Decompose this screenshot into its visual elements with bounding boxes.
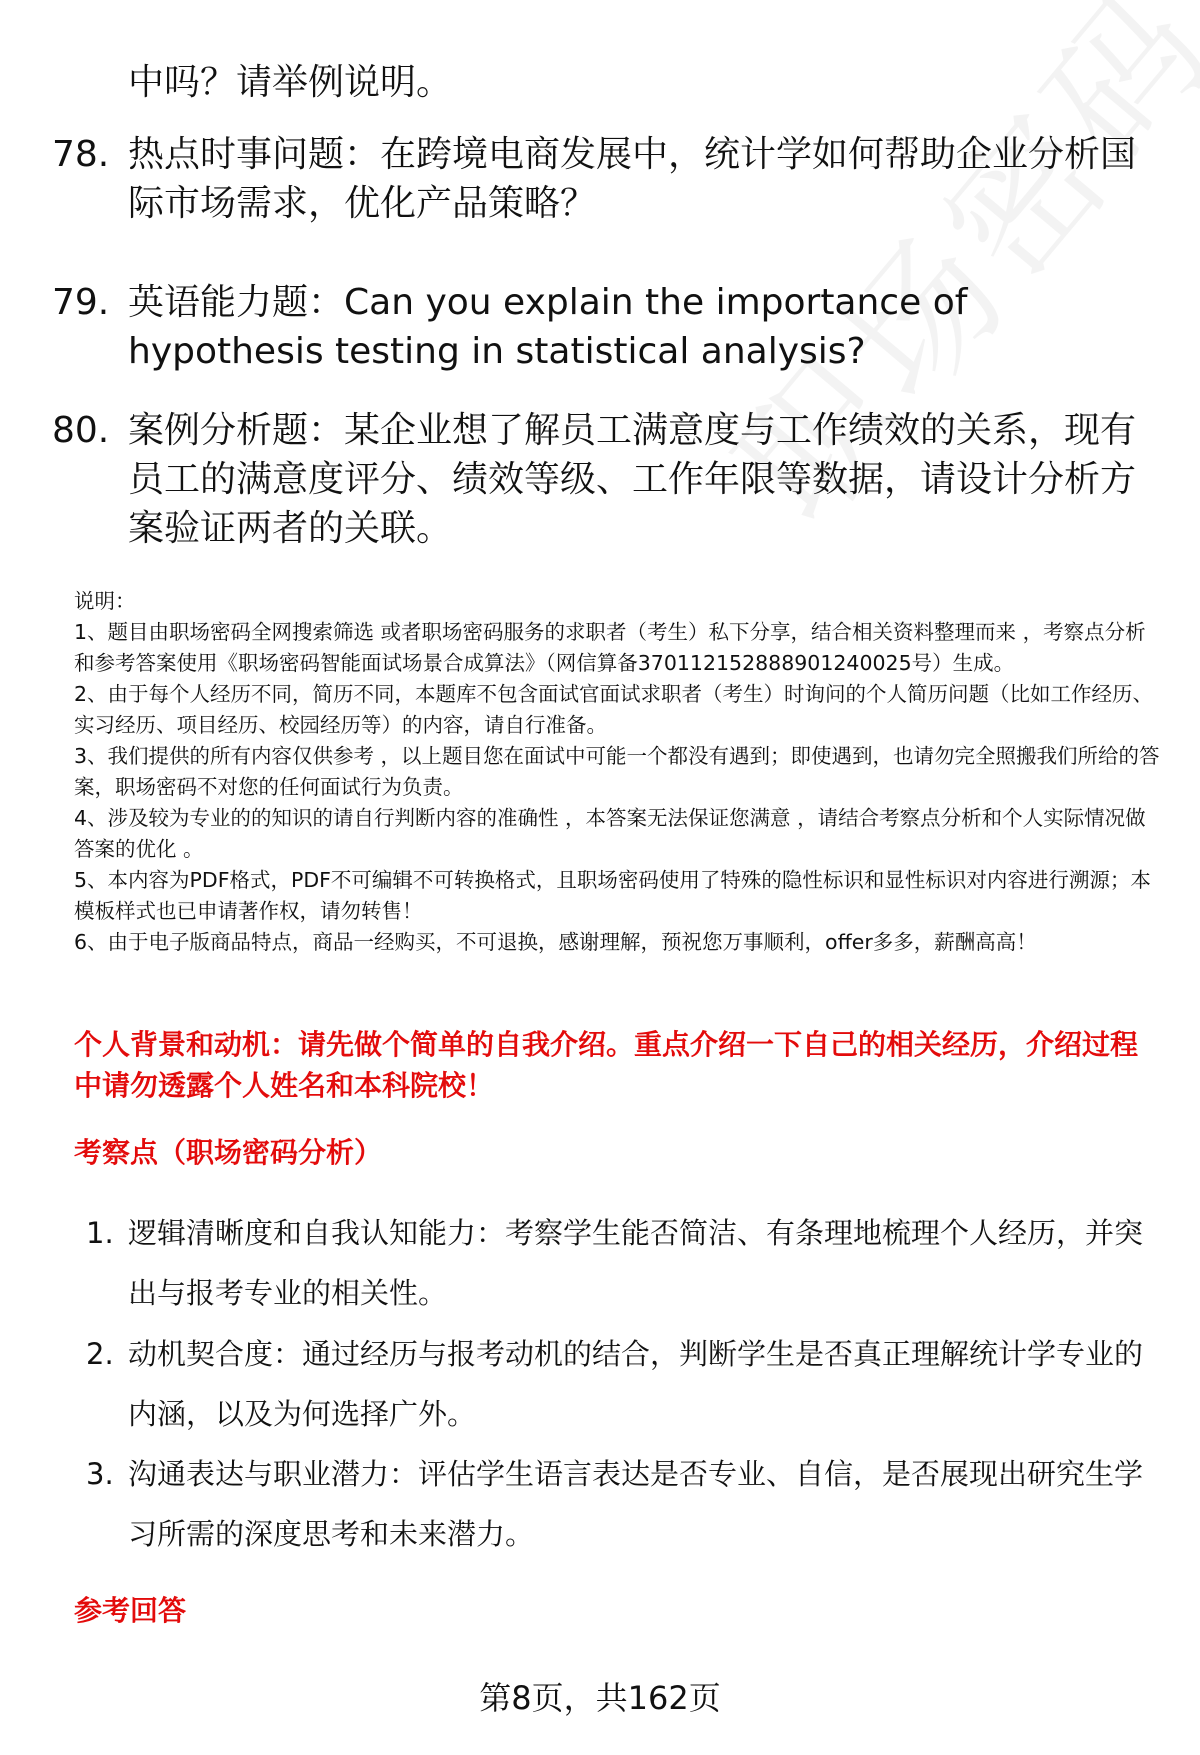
page-footer: 第8页，共162页 [479, 1679, 721, 1717]
question-79 [52, 278, 1152, 376]
question-text: 英语能力题：Can you explain the importance of hypothesis testing in statistical analysis? [128, 282, 968, 372]
question-number: 80. [52, 410, 110, 451]
question-text: 案例分析题：某企业想了解员工满意度与工作绩效的关系，现有员工的满意度评分、绩效等级、工作年限等数据，请设计分析方案验证两者的关联。 [128, 410, 1137, 549]
notes-section [74, 586, 1160, 958]
point-text: 逻辑清晰度和自我认知能力：考察学生能否简洁、有条理地梳理个人经历，并突出与报考专业的相关性。 [128, 1216, 1144, 1310]
question-text: 热点时事问题：在跨境电商发展中，统计学如何帮助企业分析国际市场需求，优化产品策略？ [128, 134, 1137, 224]
question-78 [52, 130, 1152, 228]
note-item: 2、由于每个人经历不同，简历不同，本题库不包含面试官面试求职者（考生）时询问的个人简历问题（比如工作经历、实习经历、项目经历、校园经历等）的内容，请自行准备。 [74, 682, 1154, 737]
point-number: 1. [86, 1216, 114, 1250]
notes-title: 说明： [74, 589, 136, 613]
section-heading: 个人背景和动机：请先做个简单的自我介绍。重点介绍一下自己的相关经历，介绍过程中请勿透露个人姓名和本科院校！ [74, 1028, 1139, 1102]
analysis-point [86, 1203, 1166, 1323]
question-number: 78. [52, 134, 110, 175]
note-item: 6、由于电子版商品特点，商品一经购买，不可退换，感谢理解，预祝您万事顺利，offer多多，薪酬高高！ [74, 930, 1037, 954]
note-item: 3、我们提供的所有内容仅供参考 ，以上题目您在面试中可能一个都没有遇到；即使遇到，也请勿完全照搬我们所给的答案，职场密码不对您的任何面试行为负责。 [74, 744, 1160, 799]
analysis-heading: 考察点（职场密码分析） [74, 1136, 383, 1169]
question-number: 79. [52, 282, 110, 323]
note-item: 1、题目由职场密码全网搜索筛选 或者职场密码服务的求职者（考生）私下分享，结合相关资料整理而来 ，考察点分析和参考答案使用《职场密码智能面试场景合成算法》（网信算备370112152888901240025号）生成。 [74, 620, 1146, 675]
answer-heading: 参考回答 [74, 1594, 187, 1627]
analysis-point [86, 1444, 1166, 1564]
note-item: 5、本内容为PDF格式，PDF不可编辑不可转换格式，且职场密码使用了特殊的隐性标识和显性标识对内容进行溯源；本模板样式也已申请著作权，请勿转售！ [74, 868, 1151, 923]
question-80 [52, 406, 1152, 553]
point-text: 沟通表达与职业潜力：评估学生语言表达是否专业、自信，是否展现出研究生学习所需的深度思考和未来潜力。 [128, 1457, 1144, 1551]
point-number: 2. [86, 1337, 114, 1371]
point-text: 动机契合度：通过经历与报考动机的结合，判断学生是否真正理解统计学专业的内涵，以及为何选择广外。 [128, 1337, 1144, 1431]
point-number: 3. [86, 1457, 114, 1491]
analysis-point [86, 1324, 1166, 1444]
continued-question-text: 中吗？请举例说明。 [128, 62, 453, 103]
note-item: 4、涉及较为专业的的知识的请自行判断内容的准确性 ，本答案无法保证您满意 ，请结合考察点分析和个人实际情况做答案的优化 。 [74, 806, 1146, 861]
